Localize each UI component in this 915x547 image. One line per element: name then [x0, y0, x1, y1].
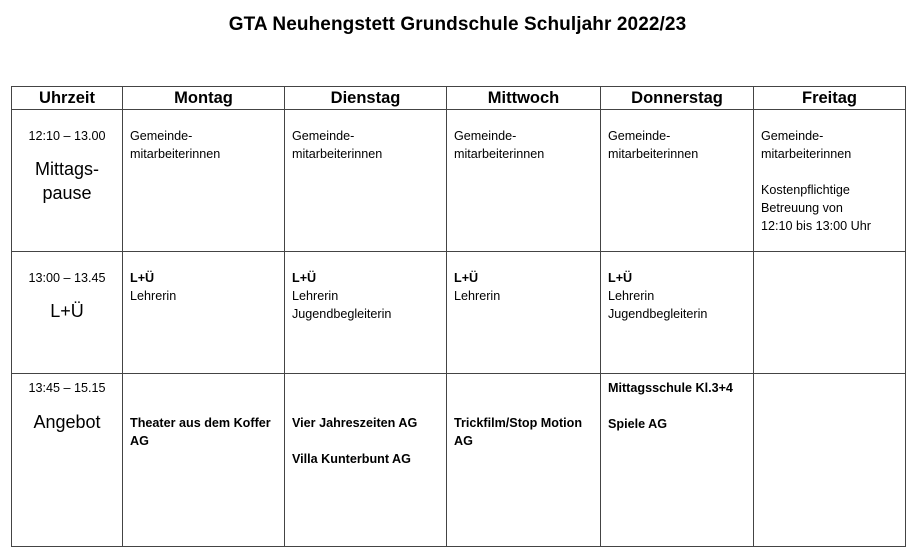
table-row: [12, 110, 906, 252]
page-title: GTA Neuhengstett Grundschule Schuljahr 2022/23: [228, 14, 687, 35]
activity-heading: Mittagsschule Kl.3+4: [608, 381, 733, 395]
time-cell: [12, 252, 123, 374]
cell-heading: L+Ü: [130, 271, 155, 285]
activity-line: AG: [454, 434, 473, 448]
cell-line: Jugendbegleiterin: [608, 307, 708, 321]
activity-line: Vier Jahreszeiten AG: [292, 416, 418, 430]
schedule-cell: [285, 110, 447, 252]
cell-line: 12:10 bis 13:00 Uhr: [761, 219, 871, 233]
schedule-cell: [285, 252, 447, 374]
table-row: [12, 252, 906, 374]
cell-heading: L+Ü: [454, 271, 479, 285]
spacer: [608, 397, 747, 415]
period-label-line: pause: [42, 183, 92, 203]
cell-line: Gemeinde-: [761, 129, 824, 143]
schedule-cell: [447, 110, 601, 252]
schedule-cell: [123, 110, 285, 252]
period-label: L+Ü: [50, 301, 84, 321]
schedule-cell: [754, 110, 906, 252]
activity-line: Spiele AG: [608, 417, 668, 431]
schedule-cell-empty: [754, 252, 906, 374]
cell-line: mitarbeiterinnen: [130, 147, 221, 161]
schedule-cell: [447, 374, 601, 547]
header-uhrzeit: Uhrzeit: [12, 87, 123, 110]
cell-line: mitarbeiterinnen: [454, 147, 545, 161]
cell-line: Gemeinde-: [130, 129, 193, 143]
cell-line: mitarbeiterinnen: [292, 147, 383, 161]
header-dienstag: Dienstag: [285, 87, 447, 110]
period-label: Angebot: [33, 412, 101, 432]
schedule-cell: [123, 374, 285, 547]
schedule-cell: [601, 110, 754, 252]
cell-line: Lehrerin: [292, 289, 339, 303]
cell-heading: L+Ü: [292, 271, 317, 285]
cell-line: Gemeinde-: [292, 129, 355, 143]
activity-line: Trickfilm/Stop Motion: [454, 416, 583, 430]
time-cell: [12, 374, 123, 547]
cell-line: Kostenpflichtige: [761, 183, 850, 197]
schedule-cell: [447, 252, 601, 374]
header-freitag: Freitag: [754, 87, 906, 110]
activity-line: AG: [130, 434, 149, 448]
spacer: [761, 163, 899, 181]
schedule-cell: [601, 374, 754, 547]
time-range: 12:10 – 13.00: [28, 129, 106, 143]
cell-line: Gemeinde-: [608, 129, 671, 143]
cell-heading: L+Ü: [608, 271, 633, 285]
header-row: [12, 87, 906, 110]
schedule-table: [11, 86, 906, 547]
cell-line: Betreuung von: [761, 201, 843, 215]
cell-line: Lehrerin: [130, 289, 177, 303]
time-range: 13:45 – 15.15: [28, 381, 106, 395]
header-donnerstag: Donnerstag: [601, 87, 754, 110]
cell-line: Lehrerin: [608, 289, 655, 303]
header-montag: Montag: [123, 87, 285, 110]
table-row: [12, 374, 906, 547]
time-cell: [12, 110, 123, 252]
cell-line: mitarbeiterinnen: [608, 147, 699, 161]
schedule-cell: [285, 374, 447, 547]
cell-line: Lehrerin: [454, 289, 501, 303]
header-mittwoch: Mittwoch: [447, 87, 601, 110]
period-label: [12, 157, 122, 205]
cell-line: mitarbeiterinnen: [761, 147, 852, 161]
spacer: [292, 432, 440, 450]
activity-line: Villa Kunterbunt AG: [292, 452, 411, 466]
cell-line: Jugendbegleiterin: [292, 307, 392, 321]
schedule-cell: [123, 252, 285, 374]
cell-line: Gemeinde-: [454, 129, 517, 143]
schedule-cell: [601, 252, 754, 374]
period-label-line: Mittags-: [34, 159, 99, 179]
activity-line: Theater aus dem Koffer: [130, 416, 271, 430]
time-range: 13:00 – 13.45: [28, 271, 106, 285]
schedule-cell-empty: [754, 374, 906, 547]
